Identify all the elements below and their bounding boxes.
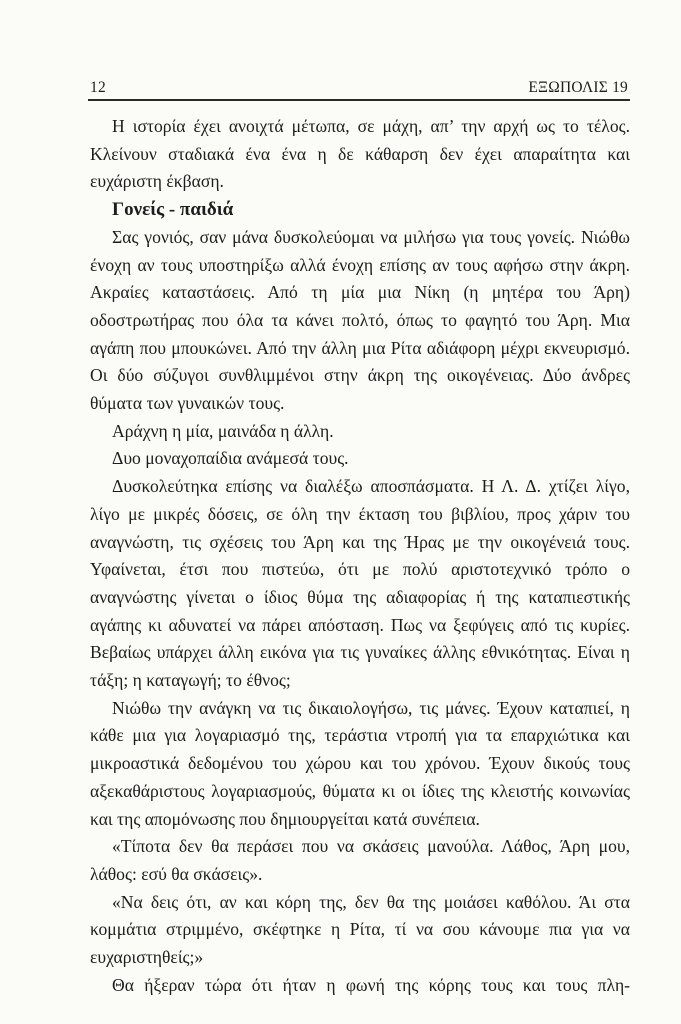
running-title: ΕΞΩΠΟΛΙΣ 19 <box>528 79 628 96</box>
header-rule <box>88 99 630 101</box>
page-body <box>90 113 630 1000</box>
quote-ari: «Τίποτα δεν θα περάσει που να σκάσεις μανούλα. Λάθος, Άρη μου, λάθος: εσύ θα σκάσεις». <box>90 836 630 884</box>
paragraph-intro: Η ιστορία έχει ανοιχτά μέτωπα, σε μάχη, απ’ την αρχή ως το τέλος. Κλείνουν σταδιακά ένα ένα η δε κάθαρση δεν έχει απαραίτητα και ευχάριστη έκβαση. <box>90 116 630 192</box>
paragraph-spider: Αράχνη η μία, μαινάδα η άλλη. <box>112 420 334 441</box>
paragraph-mothers: Νιώθω την ανάγκη να τις δικαιολογήσω, τις μάνες. Έχουν καταπιεί, η κάθε μια για λογαριασμό της, τεράστια ντροπή για τα επαρχιώτικα και μικροαστικά δεδομένου του χώρου και του χρόνου. Έχουν δικούς τους αξεκαθάριστους λογαριασμούς, θύματα κι οι ίδιες της κλειστής κοινωνίας και της απομόνωσης που δημιουργείται κατά συνέπεια. <box>90 697 630 829</box>
page-number: 12 <box>90 79 106 96</box>
paragraph-only-children: Δυο μοναχοπαίδια ανάμεσά τους. <box>112 448 349 469</box>
paragraph-continued: Θα ήξεραν τώρα ότι ήταν η φωνή της κόρης τους και τους πλη- <box>112 974 630 995</box>
quote-rita: «Να δεις ότι, αν και κόρη της, δεν θα της μοιάσει καθόλου. Άι στα κομμάτια στριμμένο, σκέφτηκε η Ρίτα, τί να σου κάνουμε πια για να ευχαριστηθείς;» <box>90 891 630 968</box>
paragraph-excerpts: Δυσκολεύτηκα επίσης να διαλέξω αποσπάσματα. Η Λ. Δ. χτίζει λίγο, λίγο με μικρές δόσεις, σε όλη την έκταση του βιβλίου, προς χάριν του αναγνώστη, τις σχέσεις του Άρη και της Ήρας με την οικογένειά τους. Υφαίνεται, έτσι που πιστεύω, ότι με πολύ αριστοτεχνικό τρόπο ο αναγνώστης γίνεται ο ίδιος θύμα της αδιαφορίας ή της καταπιεστικής αγάπης κι αδυνατεί να πάρει απόσταση. Πως να ξεφύγεις από τις κυρίες. Βεβαίως υπάρχει άλλη εικόνα για τις γυναίκες άλλης εθνικότητας. Είναι η τάξη; η καταγωγή; το έθνος; <box>90 476 630 691</box>
paragraph-parents: Σας γονιός, σαν μάνα δυσκολεύομαι να μιλήσω για τους γονείς. Νιώθω ένοχη αν τους υποστηρίξω αλλά ένοχη επίσης αν τους αφήσω στην άκρη. Ακραίες καταστάσεις. Από τη μία μια Νίκη (η μητέρα του Άρη) οδοστρωτήρας που όλα τα κάνει πολτό, όπως το φαγητό του Άρη. Μια αγάπη που μπουκώνει. Από την άλλη μια Ρίτα αδιάφορη μέχρι εκνευρισμό. Οι δύο σύζυγοι συνθλιμμένοι στην άκρη της οικογένειας. Δύο άνδρες θύματα των γυναικών τους. <box>90 226 630 414</box>
section-heading: Γονείς - παιδιά <box>112 199 234 221</box>
running-header <box>90 79 628 97</box>
